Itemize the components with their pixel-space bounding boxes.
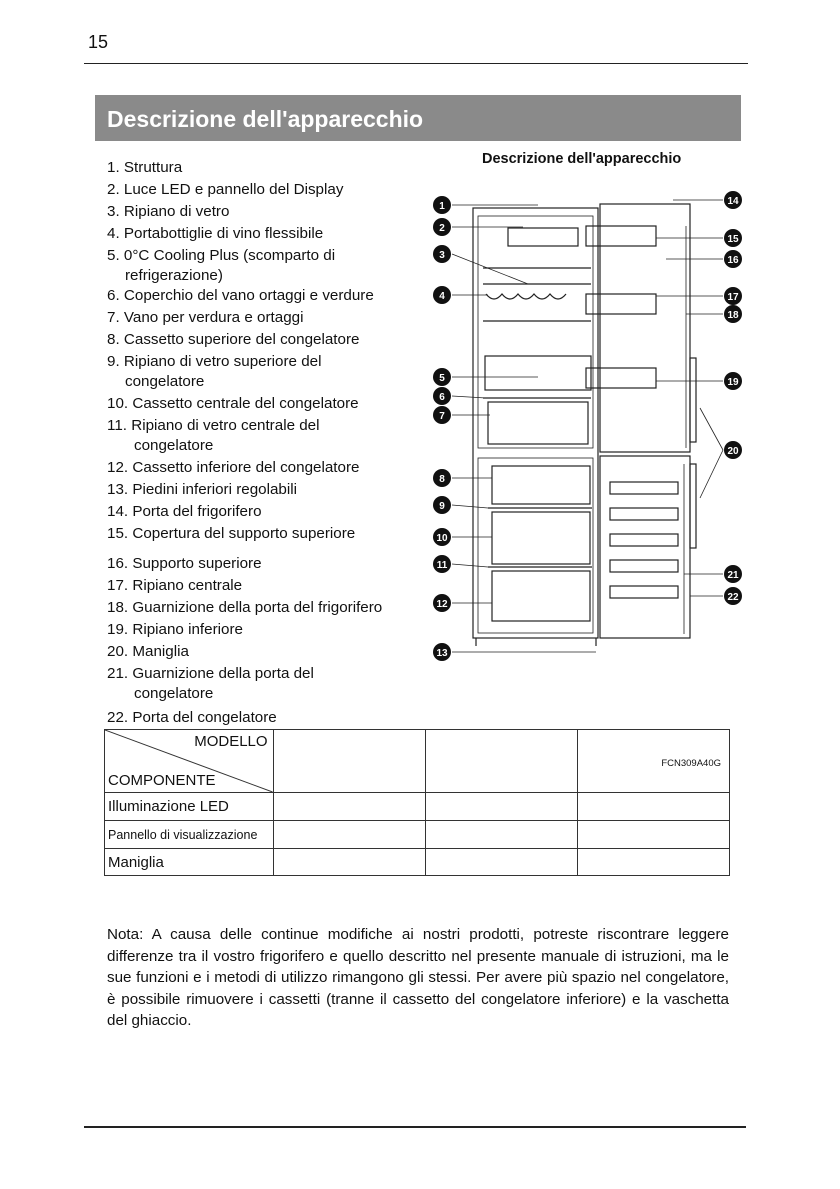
list-item: 8. Cassetto superiore del congelatore bbox=[107, 331, 360, 348]
callout-badge bbox=[433, 245, 451, 263]
list-item: 9. Ripiano di vetro superiore del congelatore bbox=[107, 353, 322, 390]
svg-text:11: 11 bbox=[436, 560, 448, 571]
footer-rule bbox=[84, 1126, 746, 1128]
list-item: 17. Ripiano centrale bbox=[107, 577, 243, 594]
list-item: 18. Guarnizione della porta del frigorifero bbox=[107, 599, 383, 616]
svg-text:12: 12 bbox=[436, 599, 448, 610]
svg-text:4: 4 bbox=[439, 291, 445, 302]
fridge-compartment bbox=[478, 216, 593, 448]
freezer-compartment bbox=[478, 458, 593, 633]
callout-badge bbox=[433, 643, 451, 661]
list-item: 16. Supporto superiore bbox=[107, 555, 262, 572]
callout-badge bbox=[724, 250, 742, 268]
table-row bbox=[105, 793, 730, 821]
svg-text:21: 21 bbox=[727, 570, 739, 581]
model-cell bbox=[273, 730, 425, 793]
svg-text:15: 15 bbox=[727, 234, 739, 245]
callout-badge bbox=[724, 565, 742, 583]
row-label: Maniglia bbox=[105, 849, 274, 876]
callout-badge bbox=[724, 305, 742, 323]
list-item: 2. Luce LED e pannello del Display bbox=[107, 181, 344, 198]
svg-text:5: 5 bbox=[439, 373, 445, 384]
svg-text:2: 2 bbox=[439, 223, 445, 234]
list-item: 14. Porta del frigorifero bbox=[107, 503, 262, 520]
header-model-label: MODELLO bbox=[194, 733, 268, 750]
crisper-drawer bbox=[488, 402, 588, 444]
svg-text:8: 8 bbox=[439, 474, 445, 485]
callout-badge bbox=[433, 196, 451, 214]
page-number: 15 bbox=[88, 32, 109, 52]
freezer-door-shelf bbox=[610, 586, 678, 598]
list-item: 5. 0°C Cooling Plus (scomparto di refrigerazione) bbox=[107, 247, 336, 284]
callout-badge bbox=[433, 286, 451, 304]
svg-text:1: 1 bbox=[439, 201, 445, 212]
svg-text:7: 7 bbox=[439, 411, 445, 422]
list-item: 11. Ripiano di vetro centrale del congelatore bbox=[107, 417, 320, 454]
freezer-drawer-bottom bbox=[492, 571, 590, 621]
callout-badge bbox=[433, 368, 451, 386]
cooling-plus-drawer bbox=[485, 356, 591, 390]
list-item: 10. Cassetto centrale del congelatore bbox=[107, 395, 359, 412]
list-item: 20. Maniglia bbox=[107, 643, 189, 660]
list-item: 21. Guarnizione della porta del congelatore bbox=[107, 665, 314, 702]
list-item: 22. Porta del congelatore bbox=[107, 709, 277, 726]
door-shelf-bottom bbox=[586, 368, 656, 388]
list-item: 7. Vano per verdura e ortaggi bbox=[107, 309, 304, 326]
door-shelf-middle bbox=[586, 294, 656, 314]
callout-badge bbox=[433, 496, 451, 514]
section-title: Descrizione dell'apparecchio bbox=[95, 95, 741, 141]
callout-badge bbox=[724, 441, 742, 459]
freezer-door-shelf bbox=[610, 508, 678, 520]
list-item: 4. Portabottiglie di vino flessibile bbox=[107, 225, 324, 242]
svg-text:10: 10 bbox=[436, 533, 448, 544]
freezer-door-shelf bbox=[610, 482, 678, 494]
row-label: Pannello di visualizzazione bbox=[105, 821, 274, 849]
callout-badge bbox=[433, 406, 451, 424]
fridge-diagram bbox=[428, 186, 758, 661]
freezer-door-shelf bbox=[610, 534, 678, 546]
callout-badge bbox=[724, 191, 742, 209]
diagram-caption: Descrizione dell'apparecchio bbox=[482, 151, 682, 167]
callout-badge bbox=[433, 218, 451, 236]
model-cell bbox=[425, 730, 577, 793]
note-paragraph: Nota: A causa delle continue modifiche ai nostri prodotti, potreste riscontrare leggere differenze tra il vostro frigorifero e quello descritto nel presente manuale di istruzioni, ma le sue funzioni e i metodi di utilizzo rimangono gli stessi. Per avere più spazio nel congelatore, è possibile rimuovere i cassetti (tranne il cassetto del congelatore inferiore) e la vaschetta del ghiaccio. bbox=[107, 926, 729, 1029]
component-table bbox=[104, 729, 730, 876]
table-header-corner bbox=[105, 730, 274, 793]
list-item: 1. Struttura bbox=[107, 159, 183, 176]
list-item: 3. Ripiano di vetro bbox=[107, 203, 230, 220]
model-code: FCN309A40G bbox=[661, 758, 721, 769]
led-panel bbox=[508, 228, 578, 246]
list-item: 13. Piedini inferiori regolabili bbox=[107, 481, 297, 498]
model-cell bbox=[577, 730, 729, 793]
svg-text:17: 17 bbox=[727, 292, 739, 303]
wine-rack bbox=[486, 294, 566, 299]
svg-text:19: 19 bbox=[727, 377, 739, 388]
svg-text:6: 6 bbox=[439, 392, 445, 403]
list-item: 12. Cassetto inferiore del congelatore bbox=[107, 459, 360, 476]
callout-badge bbox=[724, 287, 742, 305]
svg-text:20: 20 bbox=[727, 446, 739, 457]
callout-badge bbox=[724, 587, 742, 605]
svg-text:3: 3 bbox=[439, 250, 445, 261]
handle bbox=[690, 358, 696, 442]
list-item: 15. Copertura del supporto superiore bbox=[107, 525, 356, 542]
handle bbox=[690, 464, 696, 548]
svg-text:14: 14 bbox=[727, 196, 739, 207]
table-row bbox=[105, 821, 730, 849]
freezer-door-shelf bbox=[610, 560, 678, 572]
row-label: Illuminazione LED bbox=[105, 793, 274, 821]
table-row bbox=[105, 849, 730, 876]
svg-text:9: 9 bbox=[439, 501, 445, 512]
callout-badge bbox=[433, 469, 451, 487]
callout-badge bbox=[724, 372, 742, 390]
freezer-door bbox=[600, 456, 690, 638]
freezer-drawer-top bbox=[492, 466, 590, 504]
callout-badge bbox=[433, 594, 451, 612]
callout-badge bbox=[724, 229, 742, 247]
svg-text:13: 13 bbox=[436, 648, 448, 659]
header-rule bbox=[84, 63, 748, 64]
fridge-door bbox=[600, 204, 690, 452]
callout-badge bbox=[433, 555, 451, 573]
table-header-row bbox=[105, 730, 730, 793]
svg-text:16: 16 bbox=[727, 255, 739, 266]
callout-badge bbox=[433, 528, 451, 546]
door-shelf-top bbox=[586, 226, 656, 246]
svg-text:18: 18 bbox=[727, 310, 739, 321]
list-item: 6. Coperchio del vano ortaggi e verdure bbox=[107, 287, 374, 304]
header-component-label: COMPONENTE bbox=[108, 772, 216, 789]
callout-badge bbox=[433, 387, 451, 405]
freezer-drawer-middle bbox=[492, 512, 590, 564]
list-item: 19. Ripiano inferiore bbox=[107, 621, 243, 638]
svg-text:22: 22 bbox=[727, 592, 739, 603]
